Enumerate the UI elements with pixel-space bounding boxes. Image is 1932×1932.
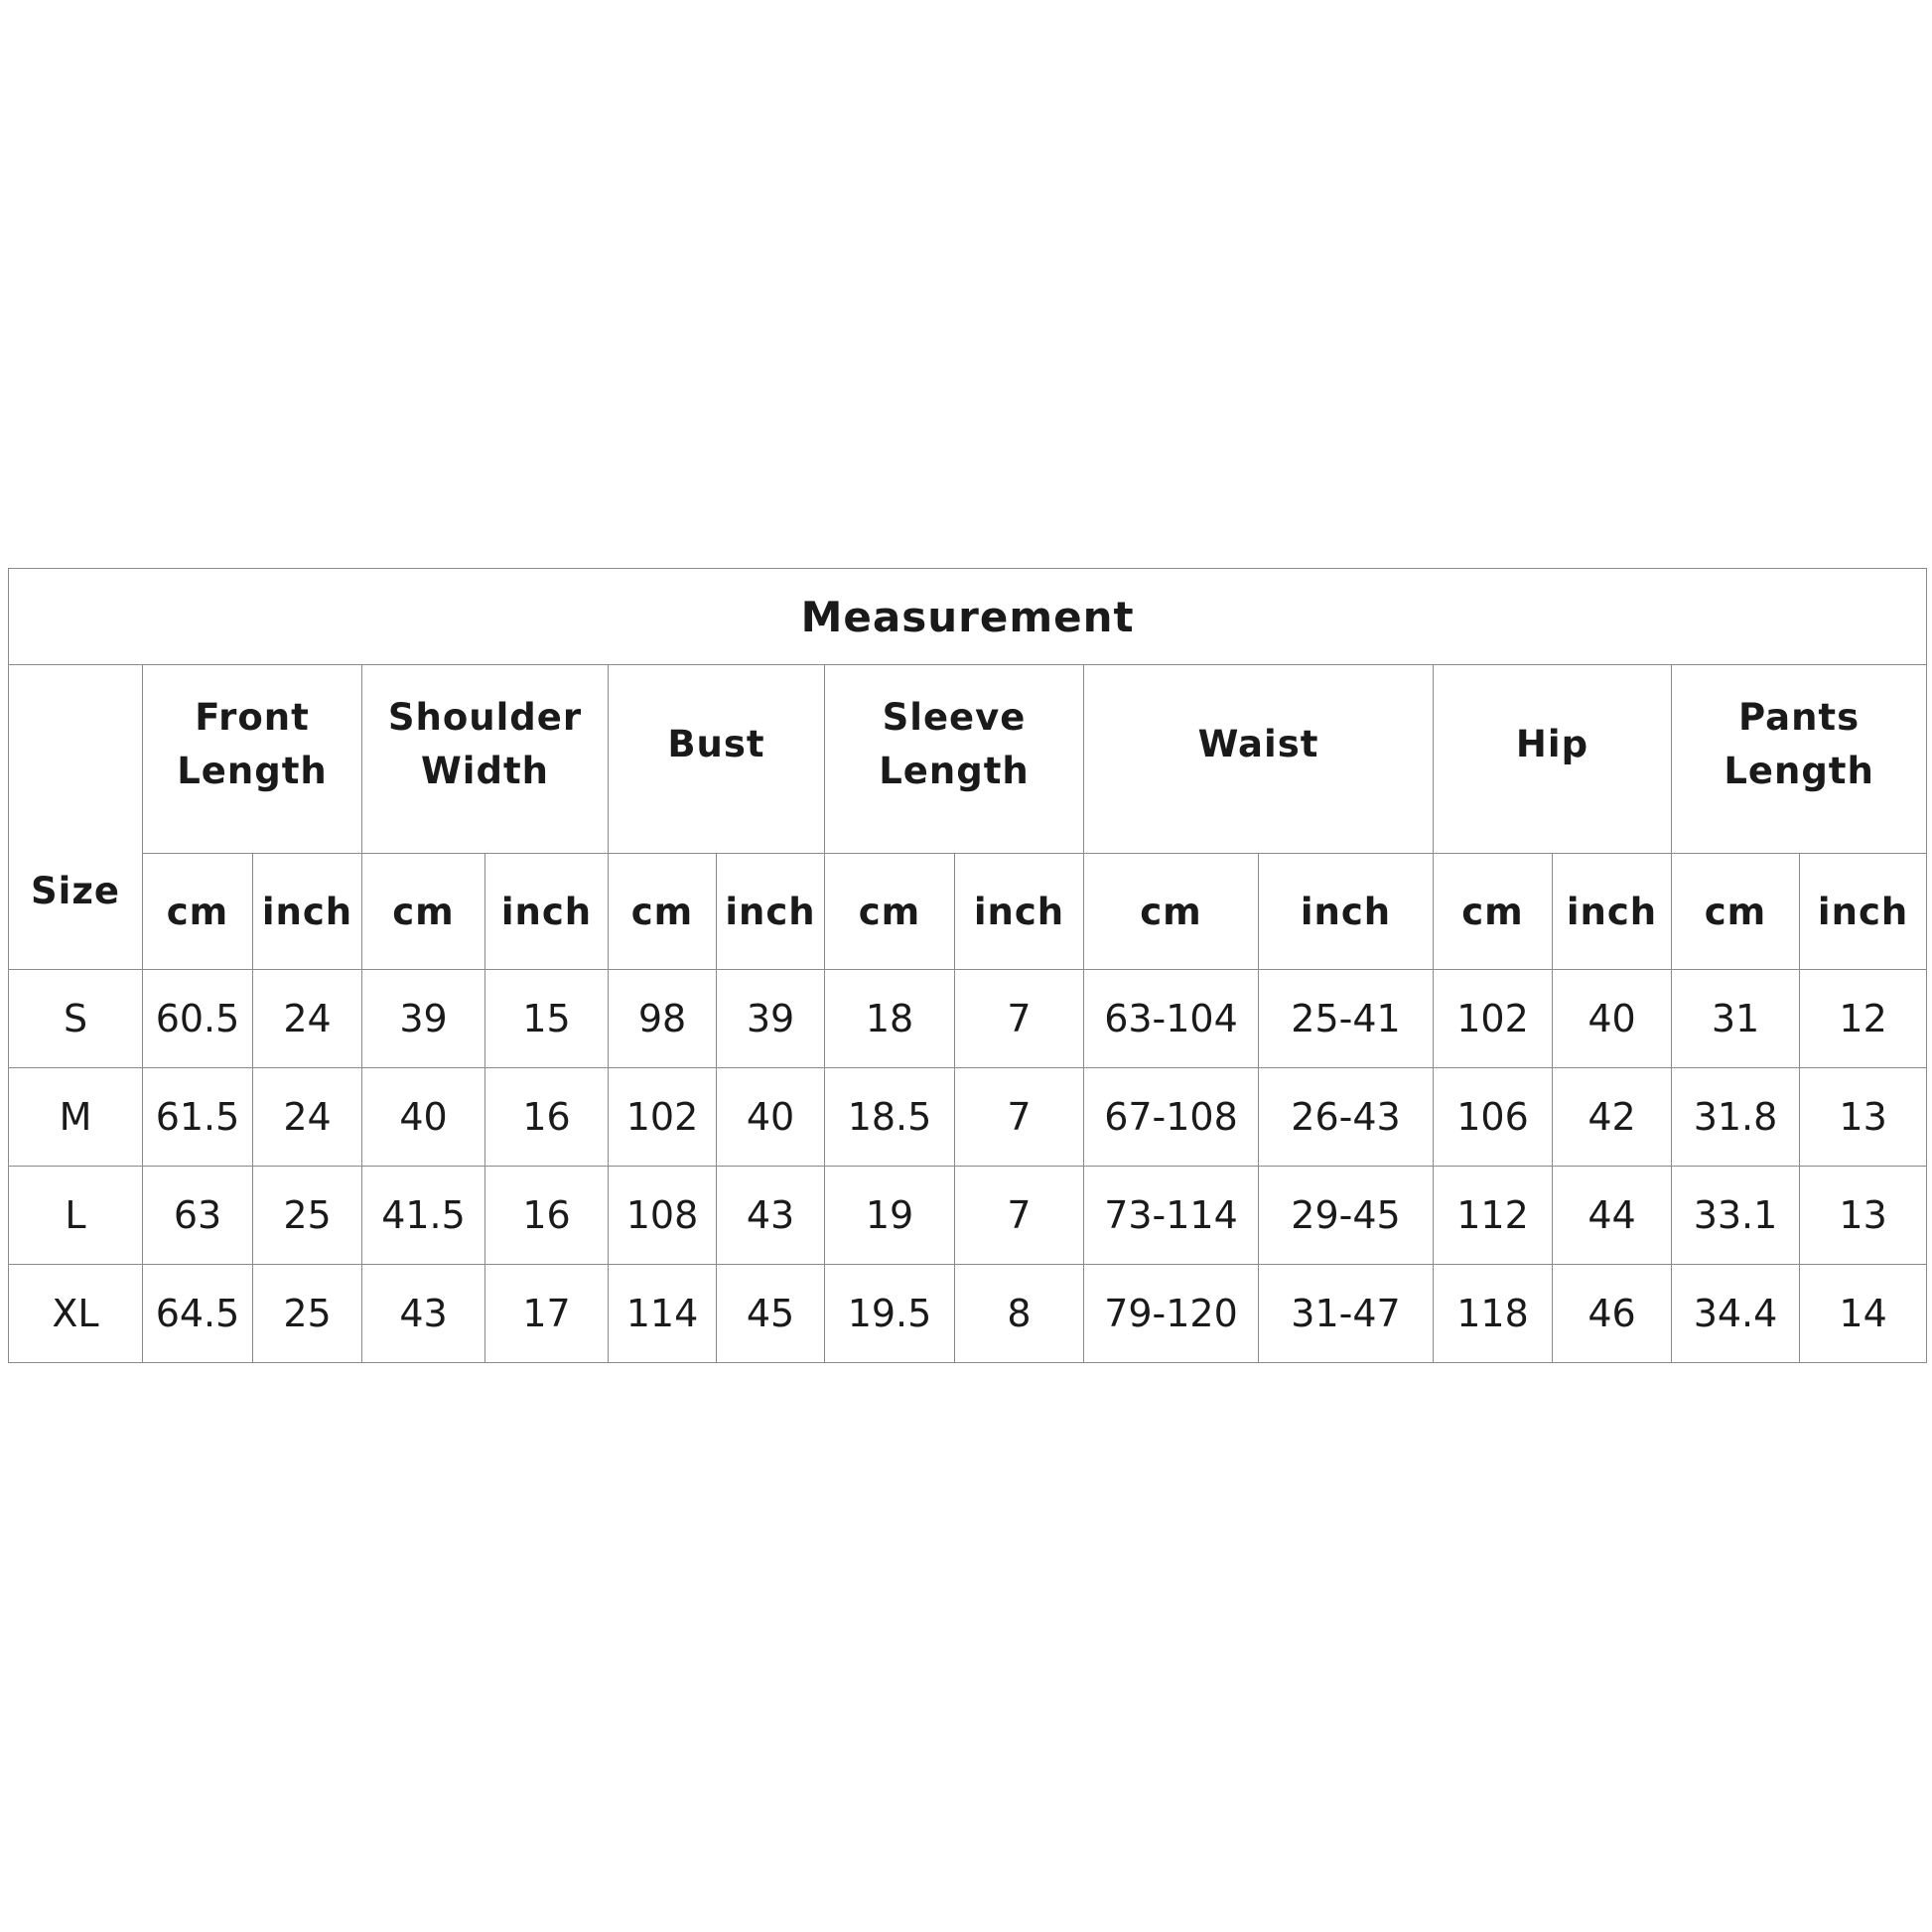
table-cell: 19 bbox=[825, 1167, 955, 1265]
table-cell: 44 bbox=[1553, 1167, 1672, 1265]
table-cell: 43 bbox=[717, 1167, 825, 1265]
table-cell: 108 bbox=[609, 1167, 717, 1265]
title-row bbox=[9, 569, 1927, 665]
table-cell: 7 bbox=[955, 970, 1084, 1068]
table-cell: 46 bbox=[1553, 1265, 1672, 1363]
table-cell: 114 bbox=[609, 1265, 717, 1363]
table-cell: 25 bbox=[253, 1265, 362, 1363]
table-cell: 40 bbox=[1553, 970, 1672, 1068]
sleeve-length-header bbox=[825, 665, 1084, 854]
table-cell: 34.4 bbox=[1672, 1265, 1800, 1363]
table-cell: 16 bbox=[485, 1068, 609, 1167]
group-label: Front Length bbox=[177, 695, 328, 792]
unit-inch-header: inch bbox=[1800, 854, 1927, 970]
table-cell: 24 bbox=[253, 1068, 362, 1167]
table-cell: 118 bbox=[1434, 1265, 1553, 1363]
table-cell: 42 bbox=[1553, 1068, 1672, 1167]
table-cell: 40 bbox=[717, 1068, 825, 1167]
size-column-header bbox=[9, 665, 143, 970]
size-cell: S bbox=[9, 970, 143, 1068]
table-cell: 63-104 bbox=[1084, 970, 1259, 1068]
group-label: Sleeve Length bbox=[879, 695, 1030, 792]
shoulder-width-header bbox=[362, 665, 609, 854]
table-cell: 33.1 bbox=[1672, 1167, 1800, 1265]
group-label: Pants Length bbox=[1724, 695, 1874, 792]
table-cell: 7 bbox=[955, 1167, 1084, 1265]
unit-cm-header: cm bbox=[825, 854, 955, 970]
front-length-header bbox=[143, 665, 362, 854]
table-row bbox=[9, 970, 1927, 1068]
table-cell: 13 bbox=[1800, 1068, 1927, 1167]
table-cell: 79-120 bbox=[1084, 1265, 1259, 1363]
table-cell: 12 bbox=[1800, 970, 1927, 1068]
group-label: Waist bbox=[1197, 722, 1319, 765]
table-cell: 40 bbox=[362, 1068, 485, 1167]
table-cell: 43 bbox=[362, 1265, 485, 1363]
unit-cm-header: cm bbox=[609, 854, 717, 970]
measurement-group-row bbox=[9, 665, 1927, 854]
bust-header bbox=[609, 665, 825, 854]
unit-inch-header: inch bbox=[1259, 854, 1434, 970]
table-title: Measurement bbox=[9, 569, 1927, 665]
size-cell: XL bbox=[9, 1265, 143, 1363]
hip-header bbox=[1434, 665, 1672, 854]
table-cell: 15 bbox=[485, 970, 609, 1068]
table-cell: 24 bbox=[253, 970, 362, 1068]
table-cell: 18.5 bbox=[825, 1068, 955, 1167]
table-cell: 98 bbox=[609, 970, 717, 1068]
table-cell: 102 bbox=[1434, 970, 1553, 1068]
table-cell: 26-43 bbox=[1259, 1068, 1434, 1167]
size-header-label: Size bbox=[31, 870, 120, 912]
unit-cm-header: cm bbox=[1084, 854, 1259, 970]
table-cell: 31.8 bbox=[1672, 1068, 1800, 1167]
table-cell: 61.5 bbox=[143, 1068, 253, 1167]
group-label: Shoulder Width bbox=[387, 695, 583, 792]
unit-inch-header: inch bbox=[253, 854, 362, 970]
table-cell: 25 bbox=[253, 1167, 362, 1265]
unit-cm-header: cm bbox=[143, 854, 253, 970]
waist-header bbox=[1084, 665, 1434, 854]
unit-inch-header: inch bbox=[485, 854, 609, 970]
table-cell: 67-108 bbox=[1084, 1068, 1259, 1167]
unit-cm-header: cm bbox=[1434, 854, 1553, 970]
table-cell: 112 bbox=[1434, 1167, 1553, 1265]
size-cell: L bbox=[9, 1167, 143, 1265]
table-cell: 106 bbox=[1434, 1068, 1553, 1167]
table-cell: 16 bbox=[485, 1167, 609, 1265]
unit-cm-header: cm bbox=[362, 854, 485, 970]
table-cell: 39 bbox=[362, 970, 485, 1068]
table-cell: 25-41 bbox=[1259, 970, 1434, 1068]
table-cell: 8 bbox=[955, 1265, 1084, 1363]
pants-length-header bbox=[1672, 665, 1927, 854]
table-row bbox=[9, 1068, 1927, 1167]
table-cell: 64.5 bbox=[143, 1265, 253, 1363]
table-row bbox=[9, 1167, 1927, 1265]
table-cell: 13 bbox=[1800, 1167, 1927, 1265]
table-cell: 102 bbox=[609, 1068, 717, 1167]
table-cell: 17 bbox=[485, 1265, 609, 1363]
table-cell: 29-45 bbox=[1259, 1167, 1434, 1265]
table-cell: 31 bbox=[1672, 970, 1800, 1068]
unit-inch-header: inch bbox=[1553, 854, 1672, 970]
table-cell: 63 bbox=[143, 1167, 253, 1265]
group-label: Bust bbox=[667, 722, 765, 765]
table-cell: 73-114 bbox=[1084, 1167, 1259, 1265]
table-cell: 14 bbox=[1800, 1265, 1927, 1363]
table-cell: 39 bbox=[717, 970, 825, 1068]
table-cell: 19.5 bbox=[825, 1265, 955, 1363]
unit-cm-header: cm bbox=[1672, 854, 1800, 970]
size-chart-table bbox=[8, 568, 1927, 1363]
table-cell: 18 bbox=[825, 970, 955, 1068]
unit-row bbox=[9, 854, 1927, 970]
table-row bbox=[9, 1265, 1927, 1363]
table-cell: 41.5 bbox=[362, 1167, 485, 1265]
table-cell: 60.5 bbox=[143, 970, 253, 1068]
unit-inch-header: inch bbox=[955, 854, 1084, 970]
unit-inch-header: inch bbox=[717, 854, 825, 970]
table-cell: 45 bbox=[717, 1265, 825, 1363]
group-label: Hip bbox=[1515, 722, 1589, 765]
table-cell: 31-47 bbox=[1259, 1265, 1434, 1363]
table-cell: 7 bbox=[955, 1068, 1084, 1167]
size-cell: M bbox=[9, 1068, 143, 1167]
